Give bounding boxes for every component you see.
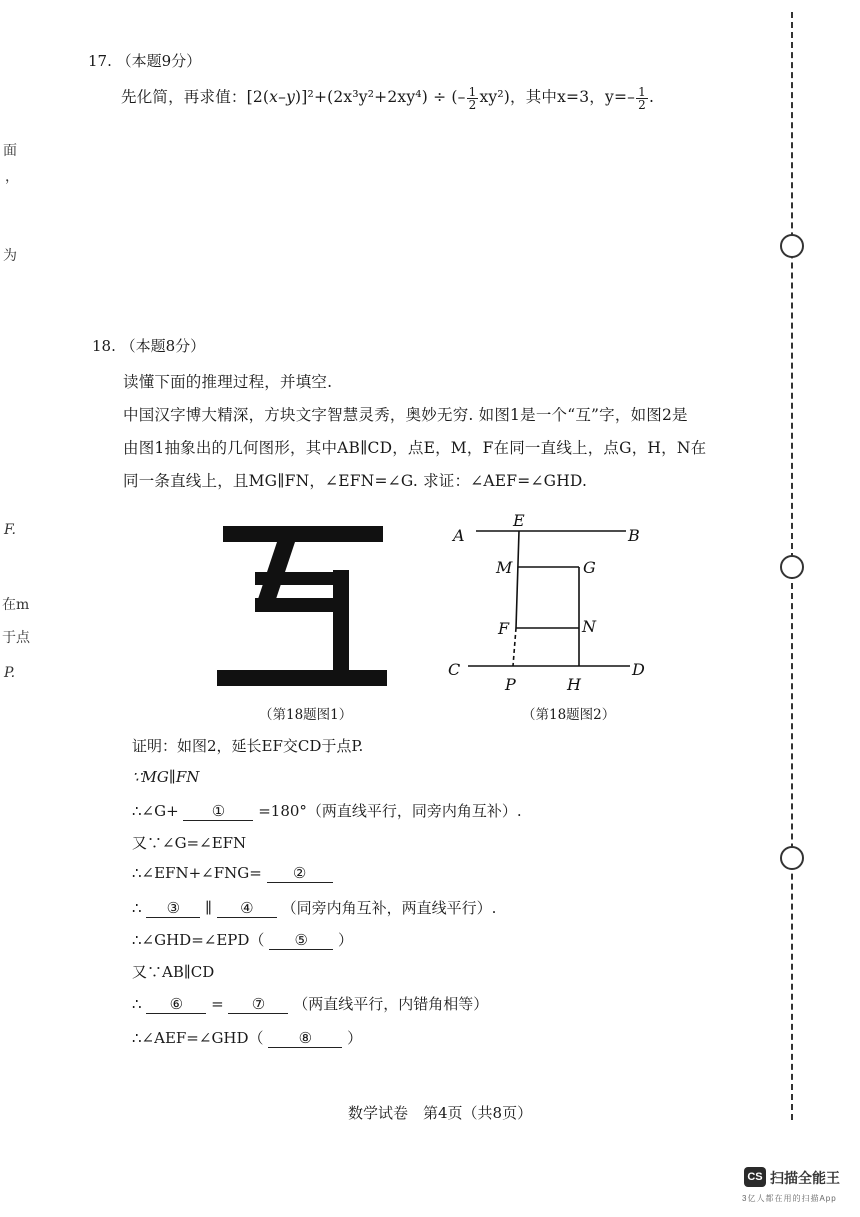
proof-line: 又∵∠G=∠EFN bbox=[132, 834, 247, 852]
question-18-line: 由图1抽象出的几何图形，其中AB∥CD，点E，M，F在同一直线上，点G，H，N在 bbox=[123, 439, 707, 457]
proof-line bbox=[132, 897, 496, 918]
figure-1-caption: （第18题图1） bbox=[259, 707, 353, 723]
margin-fragment: 在m bbox=[2, 597, 30, 613]
fraction-denominator: 2 bbox=[468, 97, 477, 112]
hu-upper-inner-stroke bbox=[255, 572, 349, 585]
label-F: F bbox=[498, 619, 510, 638]
proof-text: ∴∠GHD=∠EPD（ bbox=[132, 931, 265, 949]
page-footer: 数学试卷 第4页（共8页） bbox=[348, 1104, 533, 1122]
fraction-numerator: 1 bbox=[468, 84, 477, 99]
blank-6[interactable]: ⑥ bbox=[146, 995, 206, 1014]
figure-2-geometry bbox=[448, 510, 658, 695]
question-18-line: 中国汉字博大精深，方块文字智慧灵秀，奥妙无穷. 如图1是一个“互”字，如图2是 bbox=[123, 406, 688, 424]
proof-text: ∴ bbox=[132, 995, 142, 1013]
hu-right-vertical bbox=[333, 570, 349, 678]
fraction-half bbox=[467, 86, 479, 111]
expr-part: )]²+(2x³y²+2xy⁴) ÷ (– bbox=[295, 88, 466, 106]
proof-text: ∴ bbox=[132, 899, 142, 917]
proof-text: ∴∠G+ bbox=[132, 802, 179, 820]
margin-fragment: 为 bbox=[3, 248, 17, 264]
blank-3[interactable]: ③ bbox=[146, 899, 200, 918]
figure-2-caption: （第18题图2） bbox=[522, 707, 616, 723]
expr-part: 先化简，再求值：[2( bbox=[121, 88, 270, 106]
question-18-line: 同一条直线上，且MG∥FN，∠EFN=∠G. 求证：∠AEF=∠GHD. bbox=[123, 472, 588, 490]
label-M: M bbox=[496, 558, 513, 577]
expr-part: . bbox=[648, 88, 655, 106]
label-N: N bbox=[582, 617, 596, 636]
scanner-app-name: 扫描全能王 bbox=[770, 1170, 840, 1186]
proof-text: （同旁内角互补，两直线平行）. bbox=[281, 899, 497, 917]
hu-middle-stroke bbox=[255, 598, 345, 612]
fraction-numerator: 1 bbox=[638, 84, 646, 99]
proof-text: ） bbox=[337, 931, 353, 949]
camscanner-logo-icon: CS bbox=[744, 1167, 766, 1187]
question-17-header: 17. （本题9分） bbox=[88, 52, 202, 70]
binding-hole bbox=[780, 234, 804, 258]
line-EF bbox=[516, 531, 519, 628]
proof-line bbox=[132, 864, 333, 883]
margin-fragment: 面 bbox=[3, 143, 17, 159]
hu-top-stroke bbox=[223, 526, 383, 542]
margin-fragment: ， bbox=[5, 169, 19, 185]
proof-line bbox=[132, 800, 522, 821]
label-B: B bbox=[628, 526, 640, 545]
label-C: C bbox=[448, 660, 461, 679]
expr-part: xy²)，其中x=3，y=– bbox=[479, 88, 636, 106]
binding-hole bbox=[780, 555, 804, 579]
proof-text: = bbox=[211, 995, 224, 1013]
blank-7[interactable]: ⑦ bbox=[228, 995, 288, 1014]
question-17-expression bbox=[121, 85, 654, 111]
figure-1-hu-character bbox=[215, 520, 390, 690]
hu-bottom-stroke bbox=[217, 670, 387, 686]
proof-line bbox=[132, 993, 488, 1014]
expr-part: x–y bbox=[269, 88, 296, 106]
proof-text: ∴∠EFN+∠FNG= bbox=[132, 864, 262, 882]
proof-text: ∥ bbox=[205, 899, 213, 917]
label-H: H bbox=[567, 675, 581, 694]
fraction-denominator: 2 bbox=[638, 97, 646, 112]
proof-text: ） bbox=[347, 1029, 363, 1047]
label-D: D bbox=[632, 660, 645, 679]
margin-fragment: 于点 bbox=[2, 630, 30, 646]
line-FP-dashed bbox=[513, 628, 516, 666]
fraction-half bbox=[636, 86, 648, 111]
label-A: A bbox=[453, 526, 465, 545]
margin-fragment: F. bbox=[4, 522, 16, 538]
blank-8[interactable]: ⑧ bbox=[268, 1029, 342, 1048]
proof-line: 又∵AB∥CD bbox=[132, 963, 215, 981]
proof-text: =180°（两直线平行，同旁内角互补）. bbox=[258, 802, 522, 820]
scanner-tagline: 3亿人都在用的扫描App bbox=[742, 1194, 837, 1203]
binding-hole bbox=[780, 846, 804, 870]
blank-2[interactable]: ② bbox=[267, 864, 333, 883]
proof-line: 证明：如图2，延长EF交CD于点P. bbox=[132, 737, 364, 755]
proof-line: ∵MG∥FN bbox=[132, 768, 200, 786]
proof-line bbox=[132, 1027, 362, 1048]
proof-line bbox=[132, 929, 353, 950]
question-18-header: 18. （本题8分） bbox=[92, 337, 206, 355]
margin-fragment: P. bbox=[4, 665, 16, 681]
label-P: P bbox=[505, 675, 516, 694]
proof-text: （两直线平行，内错角相等） bbox=[293, 995, 489, 1013]
label-E: E bbox=[513, 511, 525, 530]
question-18-intro: 读懂下面的推理过程，并填空. bbox=[123, 373, 333, 391]
blank-1[interactable]: ① bbox=[183, 802, 253, 821]
blank-5[interactable]: ⑤ bbox=[269, 931, 333, 950]
proof-text: ∴∠AEF=∠GHD（ bbox=[132, 1029, 264, 1047]
label-G: G bbox=[583, 558, 596, 577]
blank-4[interactable]: ④ bbox=[217, 899, 277, 918]
